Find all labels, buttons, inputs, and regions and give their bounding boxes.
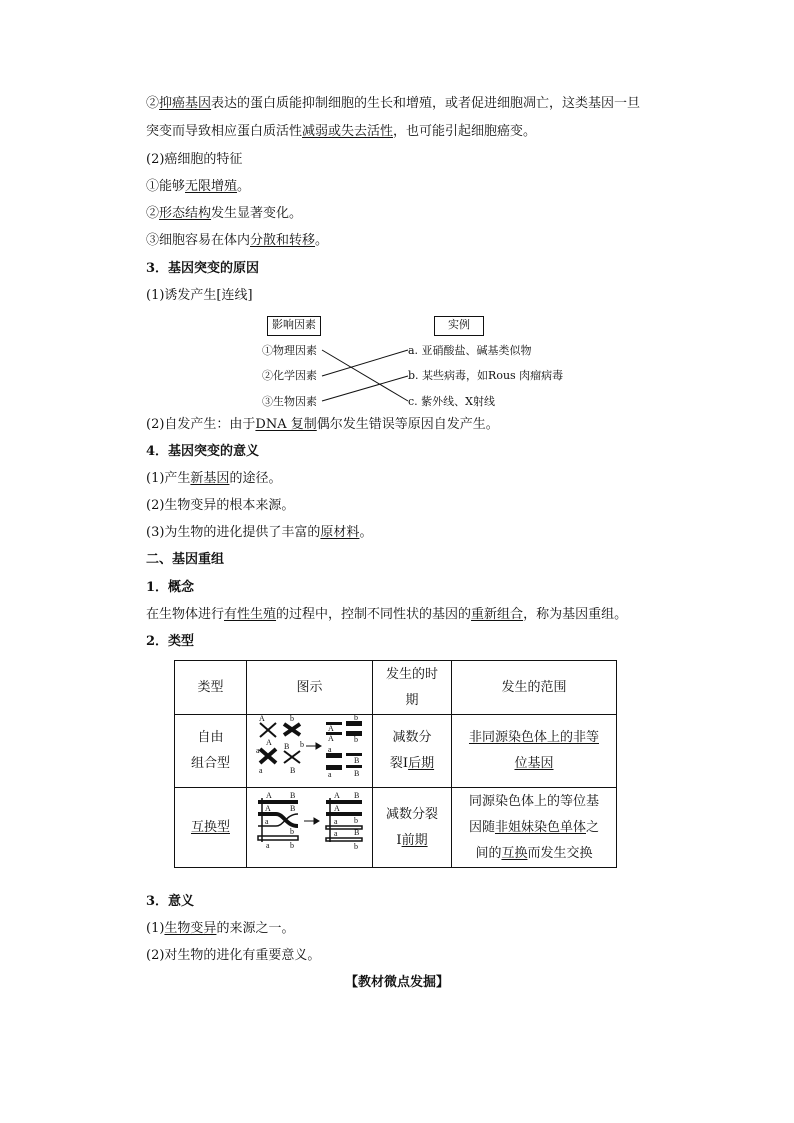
allele-label: A [333,790,340,800]
header-timing: 发生的时 期 [373,661,452,715]
allele-label: a [264,816,269,826]
allele-label: a [265,840,270,850]
section-heading-recombination: 二、基因重组 [146,552,225,567]
cell-range-crossover: 同源染色体上的等位基 因随非姐妹染色单体之 间的互换而发生交换 [452,788,617,868]
allele-label: B [289,790,295,800]
allele-label: b [353,715,358,722]
allele-label: b [353,735,358,744]
allele-label: b [353,815,358,825]
cell-free-combination-diagram [247,715,373,788]
cell-type-crossover [175,788,247,868]
allele-label: a [258,766,263,775]
cell-type-free-combination: 自由 组合型 [175,715,247,788]
underlined-term: 原材料 [320,525,360,540]
feature-3: ③细胞容易在体内分散和转移。 [146,233,329,248]
meaning-1: (1)生物变异的来源之一。 [146,921,295,936]
match-connector-lines [320,340,410,410]
allele-label: b [289,840,294,850]
underlined-term: 互换型 [190,819,230,835]
allele-label: A [264,803,271,813]
underlined-term: 后期 [408,756,435,771]
subheading-cancer-features: (2)癌细胞的特征 [146,152,243,167]
allele-label: A [327,724,334,733]
allele-label: b [353,841,358,851]
underlined-term: 新基因 [190,471,230,486]
heading-mutation-causes: 3．基因突变的原因 [146,261,260,276]
table-row [175,715,617,788]
meaning-2: (2)对生物的进化有重要意义。 [146,948,321,963]
feature-2: ②形态结构发生显著变化。 [146,206,303,221]
table-row [175,788,617,868]
heading-types: 2．类型 [146,634,195,649]
footer-heading: 【教材微点发掘】 [344,975,449,990]
allele-label: A [333,803,340,813]
allele-label: B [353,827,359,837]
match-right-item: c. 紫外线、X射线 [408,395,495,408]
header-range: 发生的范围 [452,661,617,715]
header-diagram: 图示 [247,661,373,715]
significance-3: (3)为生物的进化提供了丰富的原材料。 [146,525,373,540]
underlined-term: 无限增殖 [185,179,238,194]
allele-label: B [289,766,295,775]
connector-biological-b [322,376,408,401]
underlined-term: 前期 [401,832,428,848]
heading-meaning: 3．意义 [146,894,195,909]
cell-timing-free-combination: 减数分 裂Ⅰ后期 [373,715,452,788]
underlined-term: 有性生殖 [224,607,277,622]
match-right-item: b. 某些病毒，如Rous 肉瘤病毒 [408,369,564,382]
allele-label: a [333,816,338,826]
underlined-term: 分散和转移 [250,233,316,248]
connector-physical-c [322,350,408,401]
underlined-term: 抑癌基因 [159,96,212,111]
underlined-term: 形态结构 [159,206,212,221]
spontaneous-line: (2)自发产生：由于DNA 复制偶尔发生错误等原因自发产生。 [146,417,499,432]
paragraph-tumor-suppressor-cont: 突变而导致相应蛋白质活性减弱或失去活性，也可能引起细胞癌变。 [146,124,537,139]
underlined-term: 重新组合 [471,607,524,622]
allele-label: B [353,756,359,765]
allele-label: b [289,826,294,836]
allele-label: B [283,742,289,751]
allele-label: B [289,803,295,813]
heading-mutation-significance: 4．基因突变的意义 [146,444,260,459]
cell-timing-crossover: 减数分裂 Ⅰ前期 [373,788,452,868]
underlined-term: DNA 复制 [255,417,317,432]
recombination-types-table [174,660,617,868]
header-type: 类型 [175,661,247,715]
underlined-term: 互换 [501,845,528,861]
crossover-diagram [254,790,366,856]
underlined-term: 减弱或失去活性 [302,124,394,139]
match-right-header: 实例 [434,316,484,336]
connector-chemical-a [322,350,408,376]
allele-label: a [255,746,260,755]
cell-crossover-diagram [247,788,373,868]
allele-label: a [333,828,338,838]
match-right-item: a. 亚硝酸盐、碱基类似物 [408,344,532,357]
allele-label: b [289,715,294,723]
significance-1: (1)产生新基因的途径。 [146,471,282,486]
feature-1: ①能够无限增殖。 [146,179,251,194]
free-combination-diagram [254,715,366,777]
paragraph-tumor-suppressor: ②抑癌基因表达的蛋白质能抑制细胞的生长和增殖，或者促进细胞凋亡，这类基因一旦 [146,96,641,111]
significance-2: (2)生物变异的根本来源。 [146,498,295,513]
underlined-term: 非姐妹染色单体 [494,819,586,835]
allele-label: A [327,734,334,743]
allele-label: b [299,740,304,749]
concept-definition: 在生物体进行有性生殖的过程中，控制不同性状的基因的重新组合，称为基因重组。 [146,607,628,622]
cell-range-free-combination: 非同源染色体上的非等 位基因 [452,715,617,788]
allele-label: A [258,715,265,723]
underlined-term: 生物变异 [164,921,217,936]
subheading-induced: (1)诱发产生[连线] [146,288,253,303]
allele-label: B [353,790,359,800]
match-left-item: ③生物因素 [262,395,317,408]
allele-label: B [353,769,359,777]
table-header-row [175,661,617,715]
allele-label: A [265,790,272,800]
allele-label: a [327,745,332,754]
allele-label: a [327,770,332,777]
match-left-header: 影响因素 [267,316,321,336]
match-left-item: ②化学因素 [262,369,317,382]
match-left-item: ①物理因素 [262,344,317,357]
heading-concept: 1．概念 [146,580,195,595]
allele-label: A [265,738,272,747]
